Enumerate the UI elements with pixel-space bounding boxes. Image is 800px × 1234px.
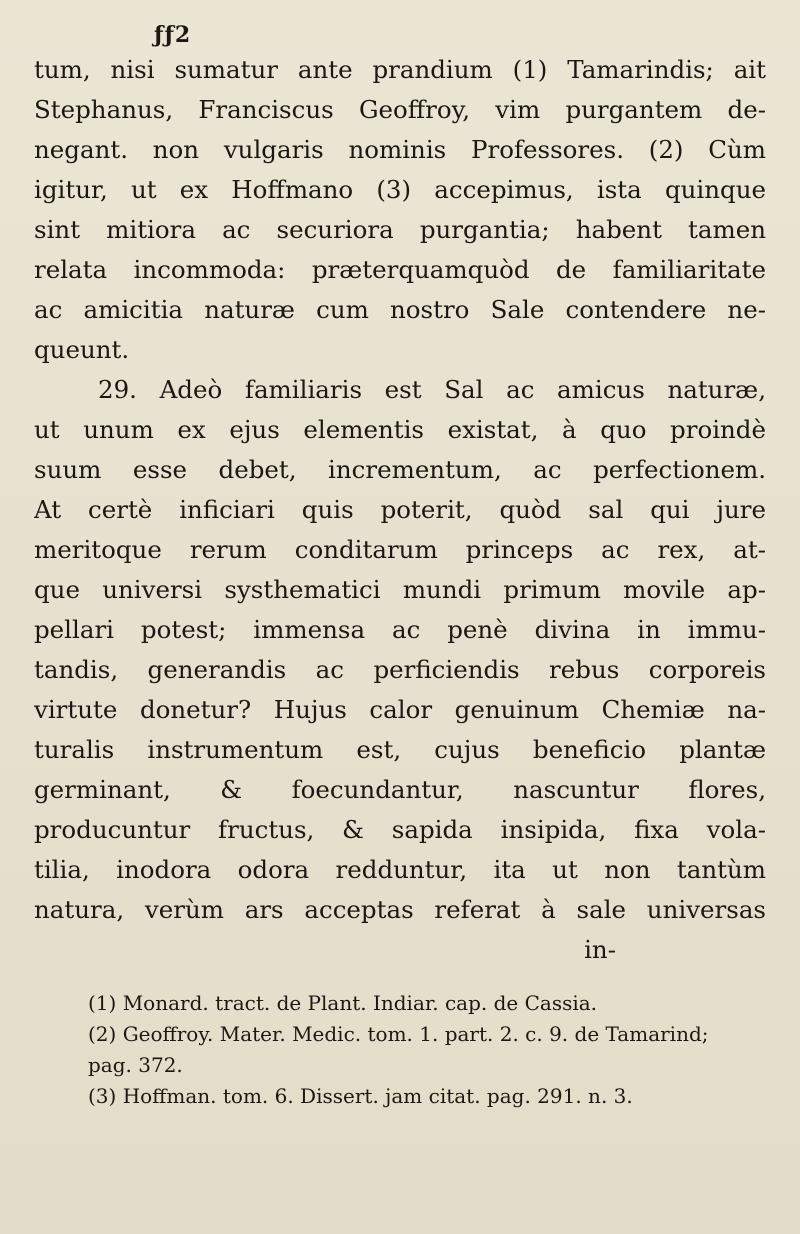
footnote-3: (3) Hoffman. tom. 6. Dissert. jam citat. pag. 291. n. 3. [88,1084,633,1108]
text-line: relata incommoda: præterquamquòd de familiaritate [34,255,766,284]
text-line: igitur, ut ex Hoffmano (3) accepimus, ista quinque [34,175,766,204]
text-line: ut unum ex ejus elementis existat, à quo proindè [34,415,766,444]
text-line: tum, nisi sumatur ante prandium (1) Tamarindis; ait [34,55,766,84]
footnote-2: (2) Geoffroy. Mater. Medic. tom. 1. part. 2. c. 9. de Tamarind; [88,1022,709,1046]
page-signature-mark: ƒƒ2 [154,22,192,48]
text-line: Stephanus, Franciscus Geoffroy, vim purgantem de- [34,95,766,124]
catchword: in- [584,935,616,964]
text-line: que universi systhematici mundi primum movile ap- [34,575,766,604]
text-line: natura, verùm ars acceptas referat à sale universas [34,895,766,924]
text-line: queunt. [34,335,130,364]
text-line: negant. non vulgaris nominis Professores. (2) Cùm [34,135,766,164]
footnote-1: (1) Monard. tract. de Plant. Indiar. cap. de Cassia. [88,991,598,1015]
text-line: tandis, generandis ac perficiendis rebus corporeis [34,655,766,684]
text-line: producuntur fructus, & sapida insipida, fixa vola- [34,815,766,844]
footnotes [34,988,766,1112]
text-line: suum esse debet, incrementum, ac perfectionem. [34,455,766,484]
footnote-2-continuation: pag. 372. [88,1053,183,1077]
text-line: pellari potest; immensa ac penè divina in immu- [34,615,766,644]
text-line: virtute donetur? Hujus calor genuinum Chemiæ na- [34,695,766,724]
body-text [34,50,766,970]
paragraph-29-start: 29. Adeò familiaris est Sal ac amicus naturæ, [98,375,766,404]
text-line: meritoque rerum conditarum princeps ac rex, at- [34,535,766,564]
text-line: turalis instrumentum est, cujus beneficio plantæ [34,735,766,764]
text-line: At certè inficiari quis poterit, quòd sal qui jure [34,495,766,524]
text-line: germinant, & foecundantur, nascuntur flores, [34,775,766,804]
text-line: tilia, inodora odora redduntur, ita ut non tantùm [34,855,766,884]
text-line: ac amicitia naturæ cum nostro Sale contendere ne- [34,295,766,324]
text-line: sint mitiora ac securiora purgantia; habent tamen [34,215,766,244]
